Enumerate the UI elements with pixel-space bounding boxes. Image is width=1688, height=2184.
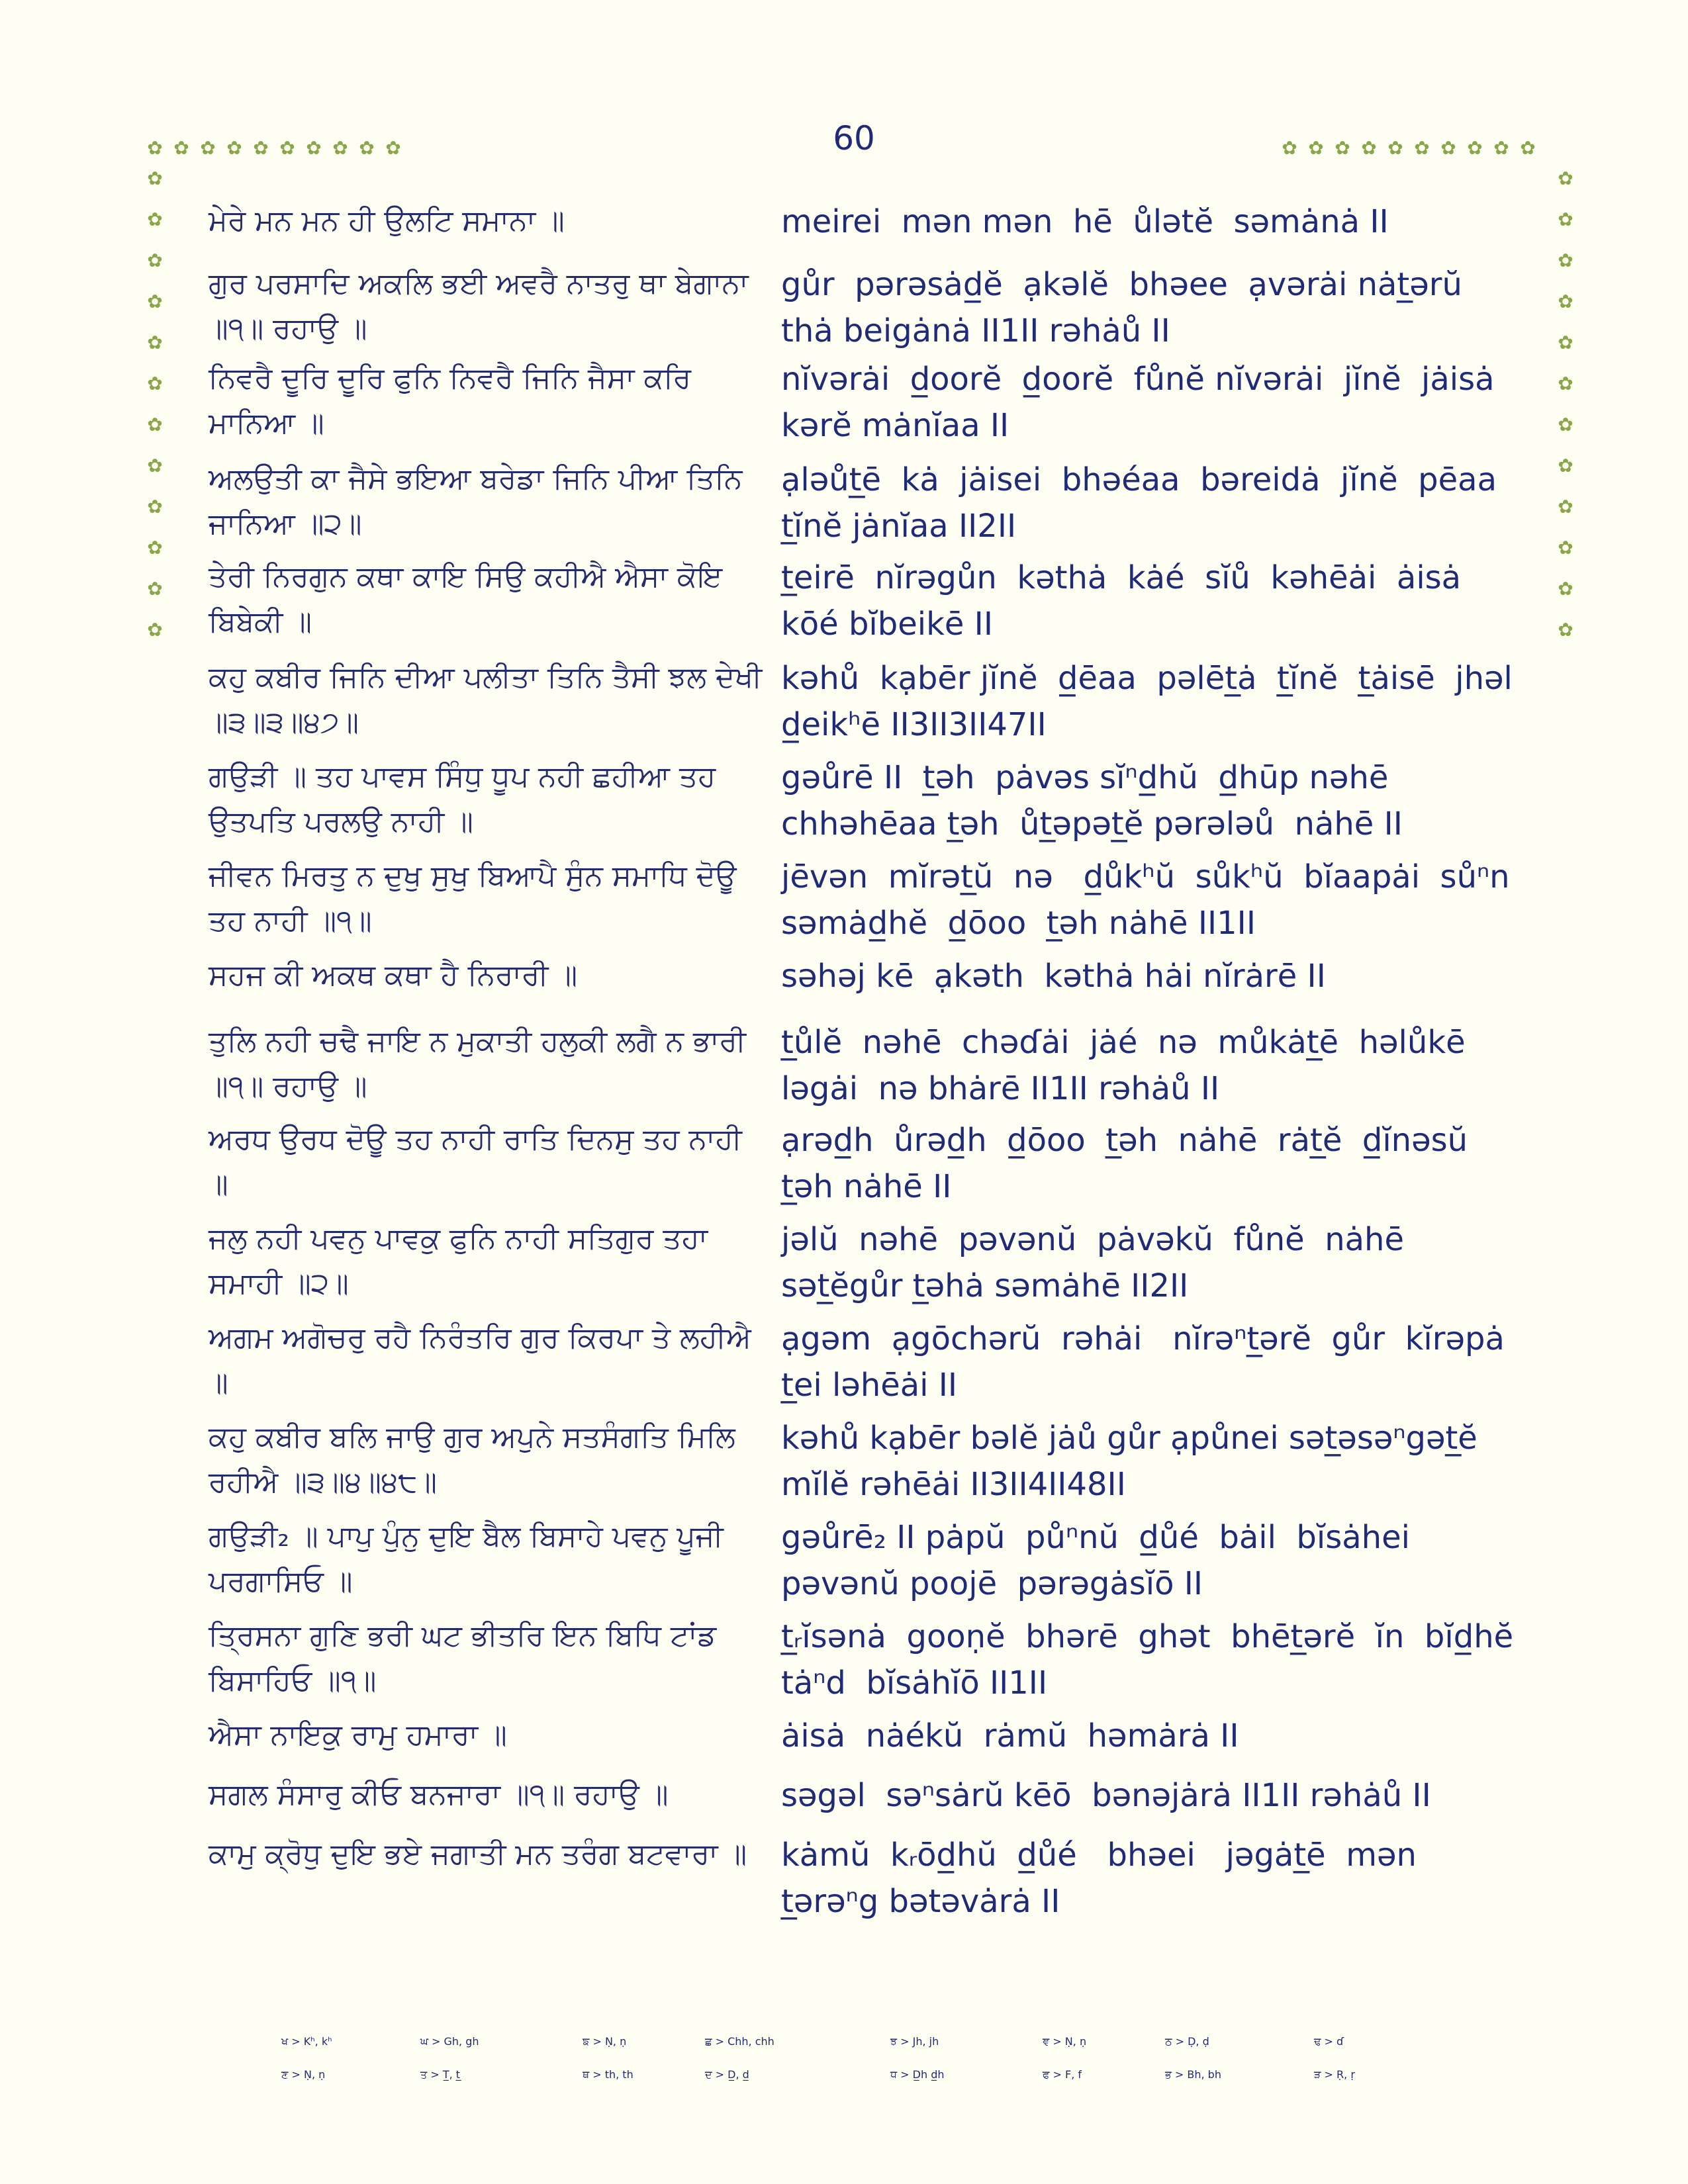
flower-ornament-icon: ✿	[147, 619, 163, 641]
flower-ornament-icon: ✿	[226, 137, 242, 159]
flower-ornament-icon: ✿	[1282, 137, 1297, 159]
transliteration-text: ạrəd̲h ůrəd̲h d̲ōoo t̲əh nȧhē rȧt̲ĕ d̲ĭnəsŭ t̲əh nȧhē II	[781, 1122, 1488, 1205]
flower-ornament-icon: ✿	[1558, 373, 1573, 394]
flower-ornament-icon: ✿	[1361, 137, 1377, 159]
transliteration-text: gůr pərəsȧd̲ĕ ạkəlĕ bhəee ạvərȧi nȧt̲ərŭ thȧ beigȧnȧ II1II rəhȧů II	[781, 266, 1483, 349]
flower-ornament-icon: ✿	[1387, 137, 1403, 159]
transliteration-text: jəlŭ nəhē pəvənŭ pȧvəkŭ fůnĕ nȧhē sət̲ĕgůr t̲əhȧ səmȧhē II2II	[781, 1221, 1425, 1304]
transliteration-text: t̲ᵣĭsənȧ gooṇĕ bhərē ghət bhēt̲ərĕ ĭn bĭd̲hĕ tȧⁿd bĭsȧhĭō II1II	[781, 1618, 1524, 1702]
transliteration-text: kəhů kạbēr bəlĕ jȧů gůr ạpůnei sət̲əsəⁿgət̲ĕ mĭlĕ rəhēȧi II3II4II48II	[781, 1420, 1488, 1503]
gurmukhi-text: ਕਹੁ ਕਬੀਰ ਬਲਿ ਜਾਉ ਗੁਰ ਅਪੁਨੇ ਸਤਸੰਗਤਿ ਮਿਲਿ ਰਹੀਐ ॥੩॥੪॥੪੮॥	[209, 1420, 735, 1499]
legend-item: ਠ > Ḍ, ḍ	[1165, 2035, 1209, 2048]
gurmukhi-text: ਤ੍ਰਿਸਨਾ ਗੁਣਿ ਭਰੀ ਘਟ ਭੀਤਰਿ ਇਨ ਬਿਧਿ ਟਾਂਡ ਬਿਸਾਹਿਓ ॥੧॥	[209, 1619, 717, 1698]
flower-ornament-icon: ✿	[147, 291, 163, 312]
flower-ornament-icon: ✿	[1308, 137, 1324, 159]
flower-ornament-icon: ✿	[1558, 250, 1573, 271]
gurmukhi-text: ਗਉੜੀ₂ ॥ ਪਾਪੁ ਪੁੰਨੁ ਦੁਇ ਬੈਲ ਬਿਸਾਹੇ ਪਵਨੁ ਪੂਜੀ ਪਰਗਾਸਿਓ ॥	[209, 1520, 724, 1598]
gurmukhi-text: ਤੇਰੀ ਨਿਰਗੁਨ ਕਥਾ ਕਾਇ ਸਿਉ ਕਹੀਐ ਐਸਾ ਕੋਇ ਬਿਬੇਕੀ ॥	[209, 560, 723, 639]
flower-ornament-icon: ✿	[253, 137, 269, 159]
transliteration-text: meirei mən mən hē ůlətĕ səmȧnȧ II	[781, 203, 1389, 240]
flower-ornament-icon: ✿	[147, 537, 163, 559]
gurmukhi-text: ਤੁਲਿ ਨਹੀ ਚਢੈ ਜਾਇ ਨ ਮੁਕਾਤੀ ਹਲੁਕੀ ਲਗੈ ਨ ਭਾਰੀ ॥੧॥ ਰਹਾਉ ॥	[209, 1024, 747, 1103]
flower-ornament-icon: ✿	[1558, 619, 1573, 641]
flower-ornament-icon: ✿	[1558, 496, 1573, 518]
gurmukhi-text: ਕਾਮੁ ਕ੍ਰੋਧੁ ਦੁਇ ਭਏ ਜਗਾਤੀ ਮਨ ਤਰੰਗ ਬਟਵਾਰਾ ॥	[209, 1837, 747, 1871]
transliteration-text: səhəj kē ạkəth kəthȧ hȧi nĭrȧrē II	[781, 958, 1326, 995]
flower-ornament-icon: ✿	[1493, 137, 1509, 159]
gurmukhi-text: ਜਲੁ ਨਹੀ ਪਵਨੁ ਪਾਵਕੁ ਫੁਨਿ ਨਾਹੀ ਸਤਿਗੁਰ ਤਹਾ ਸਮਾਹੀ ॥੨॥	[209, 1222, 708, 1300]
flower-ornament-icon: ✿	[1558, 167, 1573, 189]
flower-ornament-icon: ✿	[147, 414, 163, 435]
flower-ornament-icon: ✿	[147, 167, 163, 189]
flower-ornament-icon: ✿	[1558, 208, 1573, 230]
gurmukhi-text: ਅਗਮ ਅਗੋਚਰੁ ਰਹੈ ਨਿਰੰਤਰਿ ਗੁਰ ਕਿਰਪਾ ਤੇ ਲਹੀਐ ॥	[209, 1321, 751, 1400]
gurmukhi-text: ਨਿਵਰੈ ਦੂਰਿ ਦੂਰਿ ਫੁਨਿ ਨਿਵਰੈ ਜਿਨਿ ਜੈਸਾ ਕਰਿ ਮਾਨਿਆ ॥	[209, 361, 692, 440]
flower-ornament-icon: ✿	[147, 137, 163, 159]
flower-ornament-icon: ✿	[200, 137, 216, 159]
gurmukhi-text: ਜੀਵਨ ਮਿਰਤੁ ਨ ਦੁਖੁ ਸੁਖੁ ਬਿਆਪੈ ਸੁੰਨ ਸਮਾਧਿ ਦੋਊ ਤਹ ਨਾਹੀ ॥੧॥	[209, 859, 737, 938]
legend-item: ਖ > Kʰ, kʰ	[281, 2035, 332, 2048]
flower-ornament-icon: ✿	[1335, 137, 1350, 159]
legend-item: ਢ > ɗ	[1314, 2035, 1344, 2048]
legend-item: ਥ > th, th	[583, 2068, 633, 2081]
transliteration-text: jēvən mĭrət̲ŭ nə d̲ůkʰŭ sůkʰŭ bĭaapȧi sůⁿn səmȧd̲hĕ d̲ōoo t̲əh nȧhē II1II	[781, 858, 1520, 942]
transliteration-text: kəhů kạbēr jĭnĕ d̲ēaa pəlēt̲ȧ t̲ĭnĕ t̲ȧisē jhəl d̲eikʰē II3II3II47II	[781, 660, 1523, 743]
legend-item: ਦ > D̲, d̲	[705, 2068, 749, 2081]
gurmukhi-text: ਕਹੁ ਕਬੀਰ ਜਿਨਿ ਦੀਆ ਪਲੀਤਾ ਤਿਨਿ ਤੈਸੀ ਝਲ ਦੇਖੀ ॥੩॥੩॥੪੭॥	[209, 660, 763, 739]
gurmukhi-text: ਗਉੜੀ ॥ ਤਹ ਪਾਵਸ ਸਿੰਧੁ ਧੂਪ ਨਹੀ ਛਹੀਆ ਤਹ ਉਤਪਤਿ ਪਰਲਉ ਨਾਹੀ ॥	[209, 760, 716, 839]
gurmukhi-text: ਗੁਰ ਪਰਸਾਦਿ ਅਕਲਿ ਭਈ ਅਵਰੈ ਨਾਤਰੁ ਥਾ ਬੇਗਾਨਾ ॥੧॥ ਰਹਾਉ ॥	[209, 267, 749, 345]
flower-ornament-icon: ✿	[1558, 332, 1573, 353]
legend-item: ਭ > Bh, bh	[1165, 2068, 1221, 2081]
transliteration-text: ȧisȧ nȧékŭ rȧmŭ həmȧrȧ II	[781, 1717, 1239, 1754]
transliteration-text: nĭvərȧi d̲oorĕ d̲oorĕ fůnĕ nĭvərȧi jĭnĕ jȧisȧ kərĕ mȧnĭaa II	[781, 361, 1515, 444]
legend-item: ੜ > Ṛ, ṛ	[1314, 2068, 1355, 2081]
flower-ornament-icon: ✿	[147, 250, 163, 271]
transliteration-text: gəůrē₂ II pȧpŭ půⁿnŭ d̲ůé bȧil bĭsȧhei pəvənŭ poojē pərəgȧsĭō II	[781, 1519, 1430, 1602]
legend-item: ਫ > F, f	[1043, 2068, 1082, 2081]
flower-ornament-icon: ✿	[1558, 291, 1573, 312]
flower-ornament-icon: ✿	[359, 137, 375, 159]
page-number: 60	[833, 119, 875, 158]
legend-item: ਣ > Ṇ, ṇ	[281, 2068, 326, 2081]
flower-ornament-icon: ✿	[1440, 137, 1456, 159]
flower-ornament-icon: ✿	[147, 208, 163, 230]
flower-ornament-icon: ✿	[332, 137, 348, 159]
transliteration-text: t̲eirē nĭrəgůn kəthȧ kȧé sĭů kəhēȧi ȧisȧ kōé bĭbeikē II	[781, 559, 1481, 643]
gurmukhi-text: ਅਰਧ ਉਰਧ ਦੋਊ ਤਹ ਨਾਹੀ ਰਾਤਿ ਦਿਨਸੁ ਤਹ ਨਾਹੀ ॥	[209, 1122, 742, 1201]
gurmukhi-text: ਸਗਲ ਸੰਸਾਰੁ ਕੀਓ ਬਨਜਾਰਾ ॥੧॥ ਰਹਾਉ ॥	[209, 1778, 669, 1811]
transliteration-text: ạgəm ạgōchərŭ rəhȧi nĭrəⁿt̲ərĕ gůr kĭrəpȧ t̲ei ləhēȧi II	[781, 1320, 1525, 1404]
legend-item: ਝ > Jh, jh	[890, 2035, 939, 2048]
legend-item: ਞ > Ṇ, ṇ	[1043, 2035, 1087, 2048]
transliteration-text: gəůrē II t̲əh pȧvəs sĭⁿd̲hŭ d̲hūp nəhē chhəhēaa t̲əh ůt̲əpət̲ĕ pərələů nȧhē II	[781, 759, 1409, 842]
flower-ornament-icon: ✿	[1558, 455, 1573, 477]
flower-ornament-icon: ✿	[1558, 537, 1573, 559]
gurmukhi-text: ਅਲਉਤੀ ਕਾ ਜੈਸੇ ਭਇਆ ਬਰੇਡਾ ਜਿਨਿ ਪੀਆ ਤਿਨਿ ਜਾਨਿਆ ॥੨॥	[209, 462, 743, 541]
flower-ornament-icon: ✿	[1558, 414, 1573, 435]
flower-ornament-icon: ✿	[147, 496, 163, 518]
flower-ornament-icon: ✿	[1467, 137, 1483, 159]
flower-ornament-icon: ✿	[1414, 137, 1430, 159]
transliteration-text: t̲ůlĕ nəhē chəɗȧi jȧé nə můkȧt̲ē həlůkē ləgȧi nə bhȧrē II1II rəhȧů II	[781, 1024, 1486, 1107]
flower-ornament-icon: ✿	[173, 137, 189, 159]
flower-ornament-icon: ✿	[1558, 578, 1573, 600]
flower-ornament-icon: ✿	[147, 332, 163, 353]
legend-item: ਤ > T̲, t̲	[420, 2068, 461, 2081]
legend-item: ਙ > Ṇ, ṇ	[583, 2035, 627, 2048]
flower-ornament-icon: ✿	[306, 137, 322, 159]
transliteration-text: səgəl səⁿsȧrŭ kēō bənəjȧrȧ II1II rəhȧů II	[781, 1777, 1431, 1814]
legend-item: ਧ > D̲h d̲h	[890, 2068, 945, 2081]
flower-ornament-icon: ✿	[147, 373, 163, 394]
transliteration-text: kȧmŭ kᵣōd̲hŭ d̲ůé bhəei jəgȧt̲ē mən t̲ərəⁿg bətəvȧrȧ II	[781, 1837, 1447, 1920]
flower-ornament-icon: ✿	[279, 137, 295, 159]
gurmukhi-text: ਮੇਰੇ ਮਨ ਮਨ ਹੀ ਉਲਟਿ ਸਮਾਨਾ ॥	[209, 204, 565, 238]
legend-item: ਘ > Gh, gh	[420, 2035, 479, 2048]
legend-item: ਛ > Chh, chh	[705, 2035, 774, 2048]
flower-ornament-icon: ✿	[385, 137, 401, 159]
flower-ornament-icon: ✿	[147, 455, 163, 477]
gurmukhi-text: ਸਹਜ ਕੀ ਅਕਥ ਕਥਾ ਹੈ ਨਿਰਾਰੀ ॥	[209, 958, 578, 992]
gurmukhi-text: ਐਸਾ ਨਾਇਕੁ ਰਾਮੁ ਹਮਾਰਾ ॥	[209, 1718, 507, 1752]
transliteration-text: ạləůt̲ē kȧ jȧisei bhəéaa bəreidȧ jĭnĕ pēaa t̲ĭnĕ jȧnĭaa II2II	[781, 461, 1517, 545]
flower-ornament-icon: ✿	[1520, 137, 1536, 159]
flower-ornament-icon: ✿	[147, 578, 163, 600]
